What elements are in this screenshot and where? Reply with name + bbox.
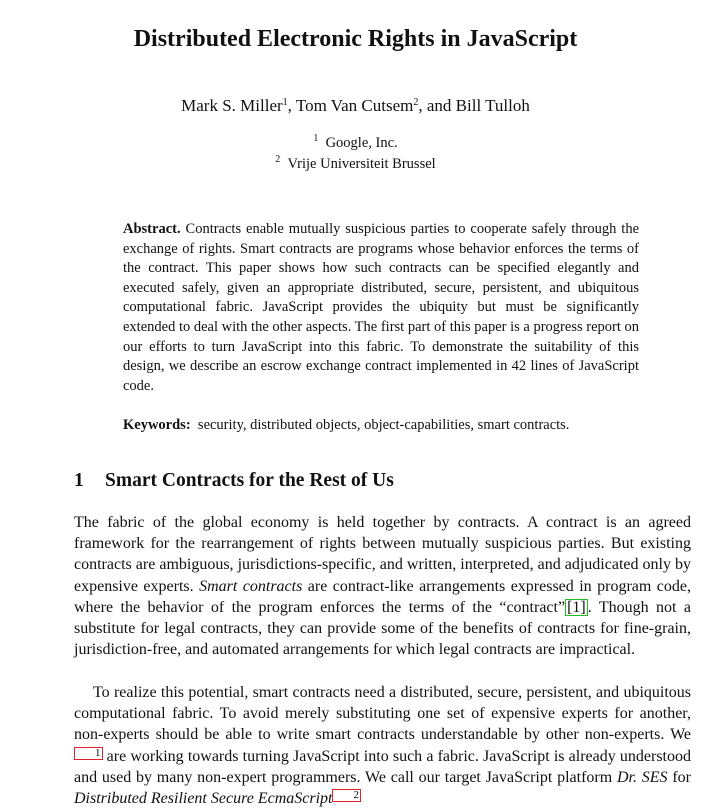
- emphasis-term: Smart contracts: [199, 577, 303, 595]
- citation-link[interactable]: [1]: [567, 598, 586, 616]
- section-number: 1: [74, 470, 84, 491]
- body-paragraph-1: [74, 512, 691, 660]
- paragraph-text: To realize this potential, smart contracts need a distributed, secure, persistent, and ubiquitous computational fabric. To avoid merely substituting one set of expensive experts for another, non-experts should be able to write smart contracts understandable by other non-experts. We: [74, 684, 691, 744]
- author-separator: , and: [418, 96, 456, 115]
- paragraph-text: . Though not a substitute for legal contracts, they can provide some of the benefits of contracts for fine-grain, jurisdiction-free, and automated arrangements for which legal contracts are impractical.: [74, 598, 691, 659]
- body-paragraph-2: [74, 682, 691, 809]
- emphasis-term: Dr. SES: [616, 768, 668, 786]
- paper-title: Distributed Electronic Rights in JavaScript: [133, 26, 578, 52]
- footnote-link[interactable]: 1: [74, 747, 103, 760]
- paragraph-text: are working towards turning JavaScript into such a fabric. JavaScript is already understood and used by many non-expert programmers. We call our target JavaScript platform: [74, 747, 691, 786]
- affiliation-name: Vrije Universiteit Brussel: [287, 156, 436, 172]
- emphasis-term: Distributed Resilient Secure EcmaScript: [74, 790, 333, 808]
- author-name: Bill Tulloh: [455, 96, 530, 115]
- keywords-label: Keywords:: [123, 417, 191, 433]
- affiliation-mark: 2: [413, 97, 419, 108]
- author-separator: ,: [287, 96, 296, 115]
- affiliation: [0, 133, 711, 153]
- section-title: Smart Contracts for the Rest of Us: [105, 470, 394, 491]
- paragraph-text: are contract-like arrangements expressed in program code, where the behavior of the program enforces the terms of the “contract”: [74, 577, 691, 616]
- author-list: [0, 95, 711, 117]
- affiliation-mark: 1: [313, 133, 319, 144]
- abstract-text: Contracts enable mutually suspicious parties to cooperate safely through the exchange of rights. Smart contracts are programs whose behavior enforces the terms of the contract. This paper shows how such contracts can be specified elegantly and executed safely, given an appropriate distributed, secure, persistent, and ubiquitous computational fabric. JavaScript provides the ubiquity but must be significantly extended to deal with the other aspects. The first part of this paper is a progress report on our efforts to turn JavaScript into this fabric. To demonstrate the suitability of this design, we describe an escrow exchange contract implemented in 42 lines of JavaScript code.: [123, 221, 639, 394]
- affiliation-mark: 1: [282, 97, 288, 108]
- section-heading: [74, 468, 394, 494]
- affiliation-name: Google, Inc.: [325, 135, 398, 151]
- author-name: Mark S. Miller: [181, 96, 283, 115]
- keywords-text: security, distributed objects, object-capabilities, smart contracts.: [197, 417, 570, 433]
- keywords: [123, 415, 663, 435]
- paragraph-text: for: [667, 768, 692, 786]
- abstract: [123, 220, 639, 396]
- author-name: Tom Van Cutsem: [295, 96, 414, 115]
- affiliation-mark: 2: [275, 154, 281, 165]
- affiliation: [0, 154, 711, 174]
- abstract-label: Abstract.: [123, 221, 181, 237]
- paragraph-text: The fabric of the global economy is held together by contracts. A contract is an agreed framework for the rearrangement of rights between mutually suspicious parties. But existing contracts are ambiguous, jurisdictions-specific, and written, interpreted, and adjudicated only by expensive experts.: [74, 514, 691, 595]
- footnote-link[interactable]: 2: [332, 789, 361, 802]
